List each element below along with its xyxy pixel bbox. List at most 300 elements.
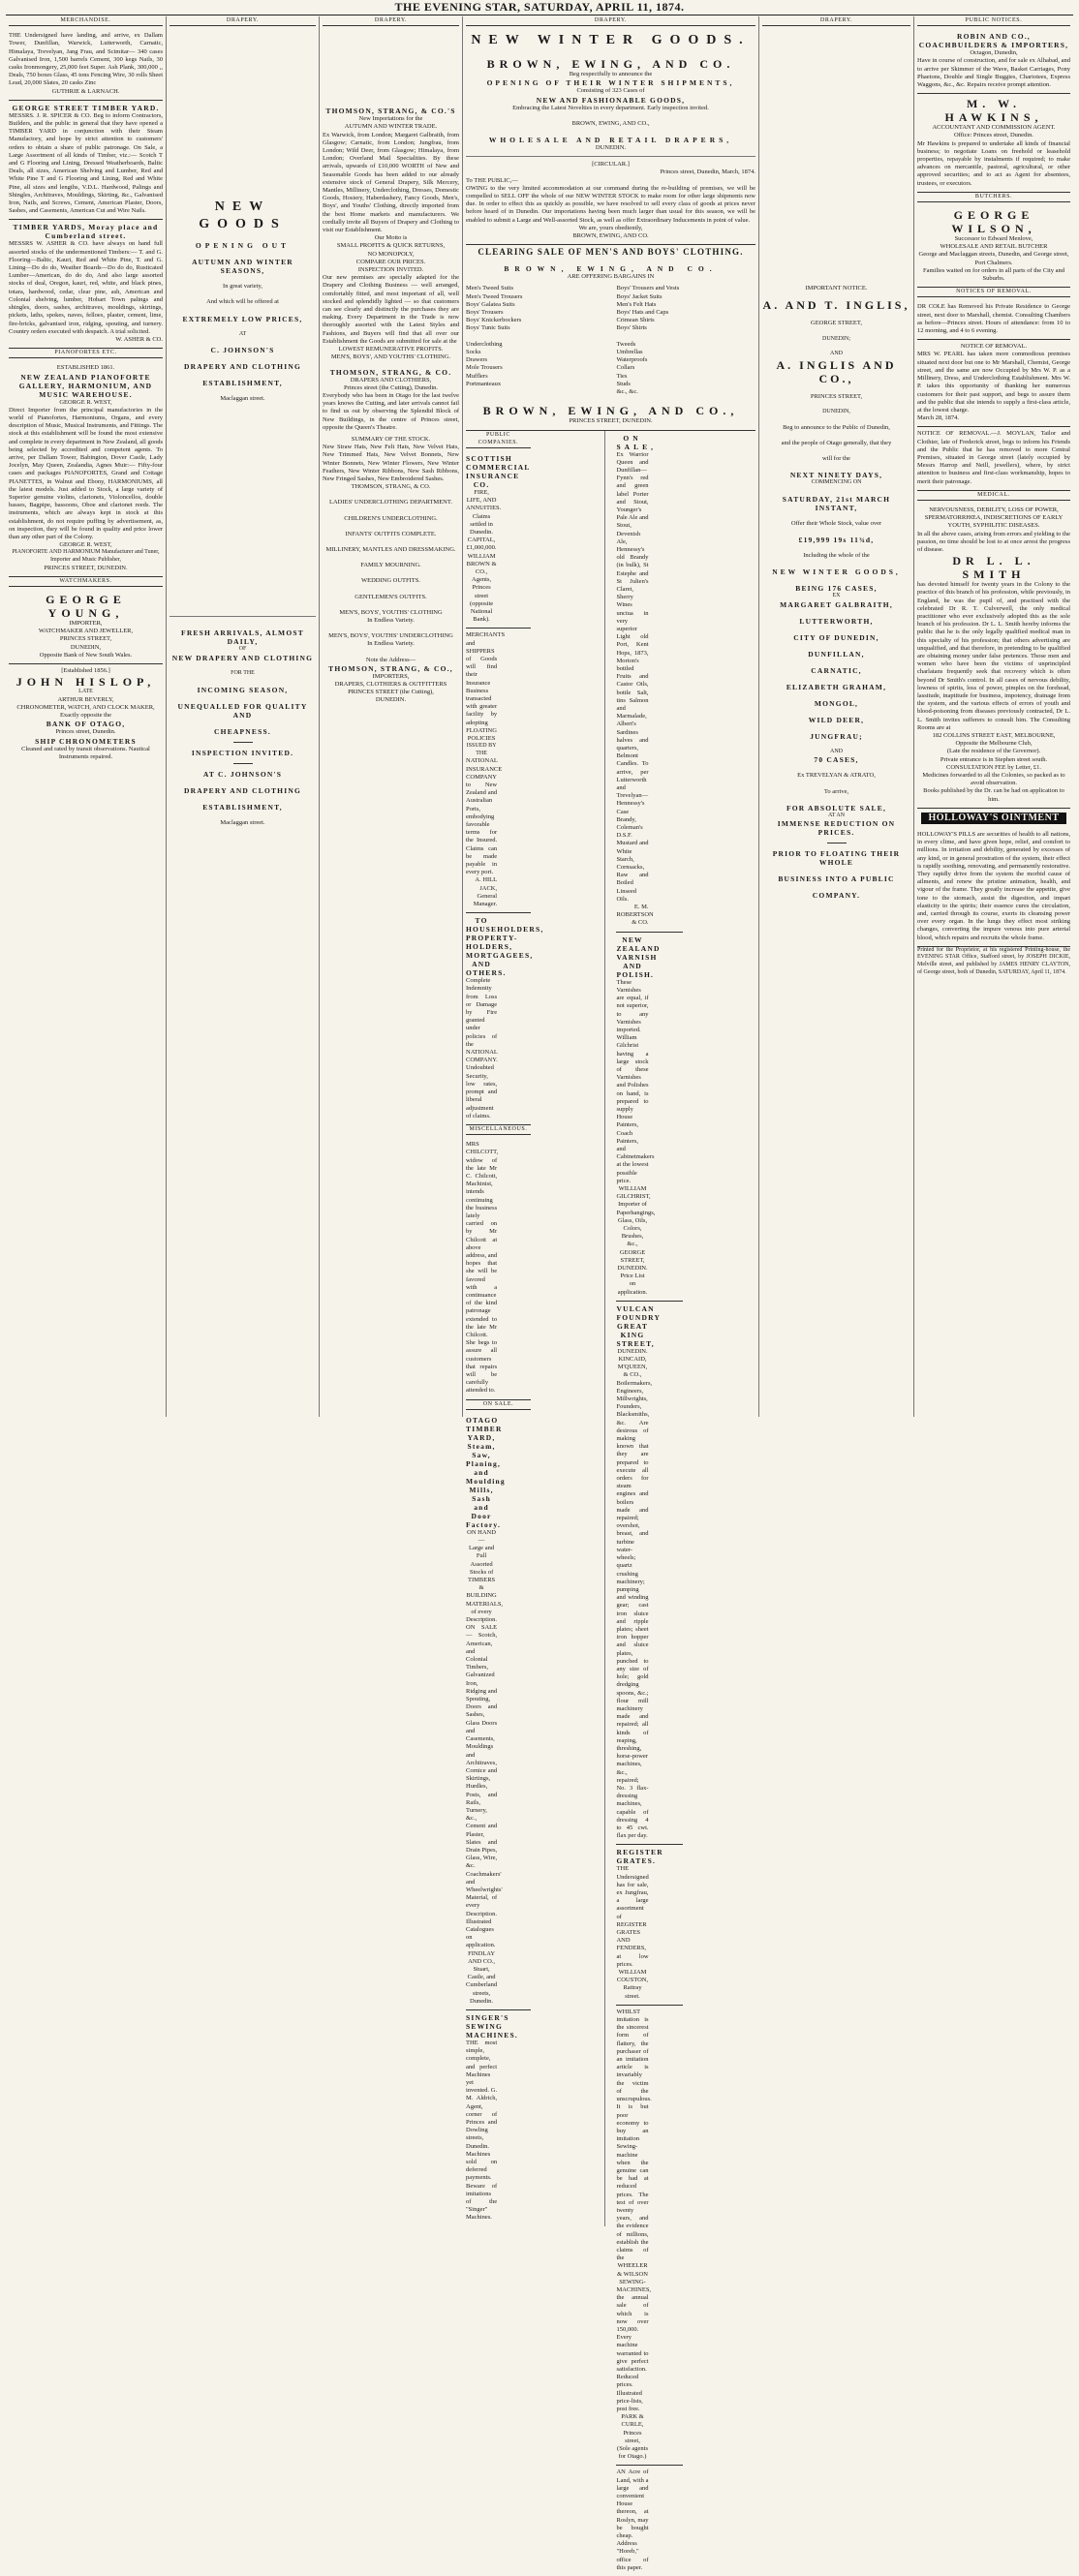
advert-body: THE Undersigned has for sale, ex Jungfrau, a large assortment of REGISTER GRATES AND FENDERS, at low prices. bbox=[616, 1865, 648, 1969]
advert-line: Office: Princes street, Dunedin. bbox=[917, 132, 1070, 139]
advert-body: Boilermakers, Engineers, Millwrights, Founders, Blacksmiths, &c. Are desirous of making known that they are prepared to execute all orders for steam engines and boilers made and repaired; overshot, breast, and turbine water-wheels; quartz crushing machinery; pumping and winding gear; cast iron sluice and ripple plates; sheet iron hopper and sluice plates, punched to any size of hole; gold dredging spoons, &c.; flour mill machinery made and repaired; all kinds of reaping, threshing, horse-power machines, &c., repaired; No. 3 flax-dressing machines, capable of dressing 4 to 45 cwt. flax per day. bbox=[616, 1380, 648, 1841]
advert-line: Ex TREVELYAN & ATRATO, bbox=[762, 772, 910, 780]
advert-george-young bbox=[9, 590, 163, 664]
advert-line: INSPECTION INVITED. bbox=[170, 749, 316, 757]
subcolumn-miscellaneous bbox=[616, 431, 755, 2576]
advert-dr-smith bbox=[917, 504, 1070, 809]
advert-body: AN Acre of Land, with a large and convenient House thereon, at Roslyn, may be bought cheap. Address "Horeb," office of this paper. bbox=[616, 2469, 648, 2572]
advert-line: COMPANY. bbox=[762, 891, 910, 900]
advert-title: M. W. HAWKINS, bbox=[917, 97, 1070, 124]
advert-firm: A. INGLIS AND CO., bbox=[762, 358, 910, 385]
advert-line: EXTREMELY LOW PRICES, bbox=[170, 315, 316, 323]
advert-line: UNEQUALLED FOR QUALITY AND bbox=[170, 702, 316, 720]
advert-line: CAPITAL, £1,000,000. bbox=[466, 537, 497, 552]
advert-line: Undoubted Security, low rates, prompt and liberal adjustment of claims. bbox=[466, 1064, 497, 1119]
advert-mrs-pearl bbox=[917, 340, 1070, 427]
advert-line: WATCHMAKER AND JEWELLER, bbox=[9, 628, 163, 635]
section-header: WATCHMAKERS. bbox=[9, 577, 163, 587]
advert-signature: Rattray street. bbox=[616, 1984, 648, 2000]
section-header: MEDICAL. bbox=[917, 491, 1070, 501]
advert-line: Our Motto is bbox=[323, 234, 459, 242]
advert-body: These Varnishes are equal, if not superior, to any Varnishes imported. William Gilchrist having a large stock of these Varnishes and Polishes on hand, is prepared to supply House Painters, Coach Painters, and Cabinetmakers at the lowest possible price. bbox=[616, 979, 648, 1185]
bargain-item: Men's Tweed Trousers bbox=[466, 293, 533, 301]
advert-line: WHEELER & WILSON SEWING-MACHINES, bbox=[616, 2262, 648, 2294]
advert-signature: (Sole agents for Otago.) bbox=[616, 2445, 648, 2461]
column-public-notices bbox=[914, 16, 1073, 1417]
advert-line: New Importations for the bbox=[323, 115, 459, 123]
advert-firm: BROWN, EWING, AND CO., bbox=[466, 404, 755, 417]
section-title: WEDDING OUTFITS. bbox=[323, 577, 459, 585]
section-header: PUBLIC COMPANIES. bbox=[466, 431, 531, 448]
advert-signature: WILLIAM GILCHRIST, bbox=[616, 1185, 648, 1201]
bargain-item: Mole Trousers bbox=[466, 364, 533, 372]
advert-line: INSPECTION INVITED. bbox=[323, 266, 459, 274]
advert-line: AT C. JOHNSON'S bbox=[170, 770, 316, 779]
advert-body: Have in course of construction, and for sale ex Alhabad, and to arrive per Skimmer of the Wave, Basket Carriages, Pony Phaetons, Double and Single Buggies, Chariotees, Express Waggons, &c., &c. Repairs receive prompt attention. bbox=[917, 57, 1070, 89]
advert-line: MEN'S, BOYS', AND YOUTHS' CLOTHING. bbox=[323, 353, 459, 361]
advert-line: INCOMING SEASON, bbox=[170, 686, 316, 694]
circular-date: Princes street, Dunedin, March, 1874. bbox=[466, 169, 755, 176]
advert-title: GEORGE STREET TIMBER YARD. bbox=[9, 104, 163, 112]
ship-name: DUNFILLAN, bbox=[762, 650, 910, 659]
advert-title: THOMSON, STRANG, & CO.'S bbox=[323, 107, 459, 115]
bargain-item: Boys' Jacket Suits bbox=[616, 293, 683, 301]
advert-line: ESTABLISHMENT, bbox=[170, 803, 316, 812]
advert-scottish-insurance bbox=[466, 451, 531, 629]
advert-line: WHOLESALE AND RETAIL BUTCHER bbox=[917, 243, 1070, 251]
advert-line: George and Maclaggan streets, Dunedin, and George street, Port Chalmers. bbox=[917, 251, 1070, 266]
advert-line: PRINCES STREET (the Cutting), bbox=[323, 689, 459, 696]
advert-vulcan-foundry bbox=[616, 1302, 683, 1846]
advert-line: Families waited on for orders in all parts of the City and Suburbs. bbox=[917, 267, 1070, 283]
advert-line: OPENING OUT bbox=[170, 241, 316, 250]
advert-body: MESSRS. J. R. SPICER & CO. Beg to inform Contractors, Builders, and the public in general that they have opened a TIMBER YARD in conjunction with their Steam Manufactory, and hope by strict attention to customers' orders to obtain a share of public patronage. On Sale, a Large Assortment of all kinds of Timber, viz.:— Scotch T and G Flooring and Lining, Dressed Weatherboards, Baltic Deals, all sizes, American Shelving and Lumber, Red and White Pine T and G Flooring and Lining, Red and White Pine, all sizes and lengths, V.D.L. Hardwood, Palings and Shingles, Architraves, Mouldings, Skirting, &c., Galvanised Iron, Nails, and Screws, Cement, American Plaster, Doors, Sashes, and Casements, American Cut and Wire Nails. bbox=[9, 112, 163, 216]
section-title: MILLINERY, MANTLES AND DRESSMAKING. bbox=[323, 546, 459, 554]
advert-george-wilson bbox=[917, 205, 1070, 288]
column-drapery-thomson bbox=[320, 16, 463, 1417]
bargain-item: Ties bbox=[616, 373, 683, 381]
ship-name: MONGOL, bbox=[762, 699, 910, 708]
advert-line: PRIOR TO FLOATING THEIR WHOLE bbox=[762, 849, 910, 867]
advert-acre-of-land bbox=[616, 2466, 683, 2576]
advert-line: DUNEDIN. bbox=[323, 696, 459, 704]
advert-body: the annual sale of which is now over 150,000. Every machine warranted to give perfect satisfaction. Reduced prices. Illustrated price-lists, post free. bbox=[616, 2294, 648, 2413]
advert-title: VULCAN FOUNDRY GREAT KING STREET, bbox=[616, 1304, 648, 1348]
advert-body: MRS W. PEARL has taken more commodious premises situated next door but one to Mr Marshall, Chemist, George street, and the same are now Occupied by Mrs W. P. as a Millinery, Dress, and Underclothing Establishment. Mrs W. P. takes this opportunity of thanking her numerous customers for their past support, and begs to assure them and the public that she intends to supply a first-class article, at the lowest charge. bbox=[917, 351, 1070, 414]
advert-line: Maclaggan street. bbox=[170, 395, 316, 403]
advert-signature: A. HILL JACK, bbox=[466, 876, 497, 892]
advert-national-insurance bbox=[466, 629, 531, 913]
advert-line: AND bbox=[762, 749, 910, 756]
advert-line: SATURDAY, 21st MARCH INSTANT, bbox=[762, 495, 910, 512]
advert-body: New Straw Hats, New Felt Hats, New Velvet Hats, New Trimmed Hats, New Velvet Bonnets, New Winter Bonnets, New Winter Flowers, New Winter Feathers, New Winter Ribbons, New Sash Ribbons, New Fringed Sashes, New Embroidered Sashes. bbox=[323, 444, 459, 483]
advert-name: GEORGE R. WEST, bbox=[9, 399, 163, 407]
bargain-item: Tweeds bbox=[616, 341, 683, 349]
bargain-item: Boys' Trousers and Vests bbox=[616, 285, 683, 292]
advert-line: DUNEDIN, bbox=[9, 644, 163, 652]
advert-line: To arrive, bbox=[762, 788, 910, 796]
bargain-item: Men's Felt Hats bbox=[616, 301, 683, 309]
advert-title: OTAGO TIMBER YARD, Steam, Saw, Planing, and Moulding Mills, Sash and Door Factory. bbox=[466, 1416, 497, 1529]
advert-signature: FINDLAY AND CO., bbox=[466, 1950, 497, 1966]
ship-name: MARGARET GALBRAITH, bbox=[762, 600, 910, 609]
advert-established: [Established 1856.] bbox=[9, 667, 163, 675]
advert-line: NATIONAL INSURANCE COMPANY bbox=[466, 757, 497, 782]
advert-holloway bbox=[917, 828, 1070, 947]
advert-firm: BROWN, EWING, AND CO. bbox=[466, 57, 755, 71]
advert-line: NATIONAL COMPANY. bbox=[466, 1049, 497, 1064]
ship-name: JUNGFRAU; bbox=[762, 732, 910, 741]
advert-signature: GEORGE R. WEST, bbox=[9, 541, 163, 549]
advert-line: Private entrance is in Stephen street south. bbox=[917, 756, 1070, 764]
advert-line: ESTABLISHMENT, bbox=[170, 379, 316, 387]
advert-line: DRAPERY AND CLOTHING bbox=[170, 362, 316, 371]
advert-line: DUNEDIN; bbox=[762, 336, 910, 344]
advert-line: and the people of Otago generally, that they bbox=[762, 440, 910, 447]
advert-line: IMPORTER, bbox=[9, 620, 163, 628]
advert-line: Beg respectfully to announce the bbox=[466, 71, 755, 78]
advert-line: LATE bbox=[9, 689, 163, 696]
advert-line: Consisting of 323 Cases of bbox=[466, 87, 755, 95]
bargain-item: Boys' Galatea Suits bbox=[466, 301, 533, 309]
advert-established: ESTABLISHED 1861. bbox=[9, 364, 163, 372]
advert-body: MESSRS W. ASHER & CO. have always on hand full assorted stocks of the undermentioned Timbers:— T. and G. Flooring—Baltic, Kauri, Red and White Pine, T. and G. Lining—Do do do, Weather Boards—Do do do, Rusticated Lumber—American, do do do, And also large assorted stocks of deal, Oregon, kauri, red, white, and black pines, totara, hardwood, cedar, clear pine, ash, American and Colonial shelving, lumber, Hobart Town palings and shingles, doors, sashes, architraves, mouldings, skirtings, pickets, laths, spokes, naves, felloes, plaster, cement, lime, fire-bricks, galvanised iron, ridging, spouting, and turnery. Country orders executed with despatch. A trial solicited. bbox=[9, 240, 163, 335]
masthead: THE EVENING STAR, SATURDAY, APRIL 11, 1874. bbox=[0, 0, 1079, 14]
advert-title: GEORGE YOUNG, bbox=[9, 593, 163, 620]
section-header: PIANOFORTES ETC. bbox=[9, 349, 163, 358]
advert-line: FRESH ARRIVALS, ALMOST DAILY, bbox=[170, 629, 316, 646]
advert-line: ACCOUNTANT AND COMMISSION AGENT. bbox=[917, 124, 1070, 132]
bargain-item: Boys' Shirts bbox=[616, 324, 683, 332]
advert-line: Including the whole of the bbox=[762, 552, 910, 560]
advert-line: LOWEST REMUNERATIVE PROFITS. bbox=[323, 346, 459, 353]
bargain-item: Boys' Hats and Caps bbox=[616, 309, 683, 317]
bargain-item: Mufflers bbox=[466, 373, 533, 381]
advert-line: AT AN bbox=[762, 813, 910, 820]
advert-line: DUNEDIN. bbox=[466, 144, 755, 152]
advert-line: BEING 176 CASES, bbox=[762, 584, 910, 593]
advert-body: Complete Indemnity from Loss or Damage by Fire granted under policies of the bbox=[466, 977, 497, 1049]
advert-line: OF bbox=[170, 646, 316, 654]
ship-name: CITY OF DUNEDIN, bbox=[762, 633, 910, 642]
advert-line: Claims settled in Dunedin. bbox=[466, 513, 497, 537]
advert-line: Books published by the Dr. can be had on application to him. bbox=[917, 787, 1070, 803]
advert-line: AUTUMN AND WINTER SEASONS, bbox=[170, 258, 316, 275]
advert-line: FOR THE bbox=[170, 670, 316, 678]
advert-body: Mr Hawkins is prepared to undertake all kinds of financial business; to negotiate Loans on freehold or leasehold properties, repayable by instalments if required; to make advances on mercantile, pastoral, agricultural, or other approved securities; and to act as Agent for absentees, trustees, or executors. bbox=[917, 140, 1070, 188]
advert-signature: Price List on application. bbox=[616, 1273, 648, 1297]
advert-line: In great variety, bbox=[170, 283, 316, 291]
advert-signature: THOMSON, STRANG, & CO. bbox=[323, 483, 459, 491]
advert-title: THOMSON, STRANG, & CO., bbox=[323, 664, 459, 673]
column-header: MERCHANDISE. bbox=[9, 16, 163, 26]
advert-line: DRAPERS, CLOTHIERS & OUTFITTERS bbox=[323, 681, 459, 689]
advert-title: NEW GOODS bbox=[170, 199, 316, 233]
advert-line: BUSINESS INTO A PUBLIC bbox=[762, 874, 910, 883]
advert-line: KINCAID, M'QUEEN, & CO., bbox=[616, 1356, 648, 1380]
advert-line: SMALL PROFITS & QUICK RETURNS, bbox=[323, 242, 459, 250]
advert-line: will for the bbox=[762, 455, 910, 463]
advert-body: Ex Warwick, from London; Margaret Galbraith, from Glasgow; Carnatic, from London; Jungfrau, from London; Wild Deer, from Glasgow; Himalaya, from London; Overland Mail Specialities. By these arrivals, upwards of £10,000 WORTH of New and Seasonable Goods has been added to our already extensive stock of General Drapery, Silk Mercery, Mantles, Millinery, Underclothing, Dresses, Domestic Goods, Hosiery, Haberdashery, Fancy Goods, Men's, Boys', and Youths' Clothing, directly imported from the best Home markets and manufacturers. We cordially invite all Buyers of Drapery and Clothing to visit our Establishment. bbox=[323, 132, 459, 235]
advert-line: GEORGE STREET, bbox=[762, 320, 910, 327]
advert-line: C. JOHNSON'S bbox=[170, 346, 316, 354]
advert-title: ON SALE, bbox=[616, 434, 648, 451]
advert-title: ROBIN AND CO., COACHBUILDERS & IMPORTERS, bbox=[917, 32, 1070, 49]
ship-name: WILD DEER, bbox=[762, 716, 910, 724]
advert-title: NERVOUSNESS, DEBILITY, LOSS OF POWER, SPERMATORRHŒA, INDISCRETIONS OF EARLY YOUTH, SYPHILITIC DISEASES. bbox=[917, 506, 1070, 531]
advert-title: REGISTER GRATES. bbox=[616, 1848, 648, 1865]
ship-name: CARNATIC, bbox=[762, 666, 910, 675]
bargain-item: Underclothing bbox=[466, 341, 533, 349]
advert-line: WHOLESALE AND RETAIL DRAPERS, bbox=[466, 136, 755, 144]
advert-line: DRAPERS AND CLOTHIERS, bbox=[323, 377, 459, 384]
section-sub: In Endless Variety. bbox=[323, 617, 459, 625]
advert-signature: GUTHRIE & LARNACH. bbox=[9, 88, 163, 96]
advert-line: NEXT NINETY DAYS, bbox=[762, 471, 910, 479]
advert-dr-cole bbox=[917, 300, 1070, 340]
advert-title: GEORGE WILSON, bbox=[917, 208, 1070, 235]
advert-line: SHIP CHRONOMETERS bbox=[9, 737, 163, 746]
advert-line: £19,999 19s 11¾d, bbox=[762, 536, 910, 544]
bargain-item: Studs bbox=[616, 381, 683, 388]
advert-line: FLOATING POLICIES bbox=[466, 727, 497, 743]
advert-line: WILLIAM BROWN & CO., Agents, bbox=[466, 553, 497, 585]
advert-title: NEW WINTER GOODS. bbox=[466, 32, 755, 49]
section-sub: In Endless Variety. bbox=[323, 640, 459, 648]
advert-line: NEW AND FASHIONABLE GOODS, bbox=[466, 96, 755, 105]
circular-label: [CIRCULAR.] bbox=[466, 161, 755, 169]
column-merchandise bbox=[6, 16, 167, 1417]
advert-line: Princes street (the Cutting), Dunedin. bbox=[323, 384, 459, 392]
advert-line: CHEAPNESS. bbox=[170, 727, 316, 736]
advert-title: THOMSON, STRANG, & CO. bbox=[323, 368, 459, 377]
advert-line: DUNEDIN, bbox=[762, 409, 910, 416]
advert-line: DUNEDIN. bbox=[616, 1348, 648, 1356]
advert-line: 70 CASES, bbox=[762, 755, 910, 764]
advert-line: Offer their Whole Stock, value over bbox=[762, 520, 910, 528]
advert-title: TIMBER YARDS, Moray place and Cumberland street. bbox=[9, 223, 163, 240]
advert-householders bbox=[466, 913, 531, 1125]
section-title: GENTLEMEN'S OUTFITS. bbox=[323, 594, 459, 601]
advert-line: BANK OF OTAGO, bbox=[9, 720, 163, 728]
advert-body: THE Undersigned have landing, and arrive, ex Dallam Tower, Dunfillan, Warwick, Lutterworth, Carnatic, Himalaya, Trevelyan, Jang Frau, and Scimitar— 340 cases Galvanised Iron, 1,500 barrels Cement, 300 kegs Nails, 30 casks Ironmongery, 25,000 feet Super. Ash Plank, 300,000 ,, Deals, 750 boxes Glass, 45 tons Fencing Wire, 30 rolls Sheet Lead, 20,000 Slates, 20 casks Zinc bbox=[9, 32, 163, 87]
advert-title: DR L. L. SMITH bbox=[917, 554, 1070, 581]
advert-line: Large and Full Assorted Stocks of TIMBERS & BUILDING MATERIALS, of every Description. bbox=[466, 1545, 497, 1624]
ship-name: LUTTERWORTH, bbox=[762, 617, 910, 626]
advert-line: AUTUMN AND WINTER TRADE. bbox=[323, 123, 459, 131]
column-drapery-inglis bbox=[759, 16, 914, 1417]
advert-line: And which will be offered at bbox=[170, 298, 316, 306]
advert-body: WHILST imitation is the sincerest form of flattery, the purchaser of an imitation article is invariably the victim of the unscrupulous. It is but poor economy to buy an imitation Sewing-machine when the genuine can be had at reduced prices. The test of over twenty years, and the evidence of millions, establish the claims of the bbox=[616, 2009, 648, 2263]
column-drapery-brown-ewing bbox=[463, 16, 759, 1417]
column-header: DRAPERY. bbox=[466, 16, 755, 26]
bargain-list-right bbox=[616, 285, 755, 396]
advert-line: Beg to announce to the Public of Dunedin, bbox=[762, 424, 910, 432]
section-title: MEN'S, BOYS', YOUTHS' UNDERCLOTHING bbox=[323, 632, 459, 640]
advert-line: Cleaned and rated by transit observations. Nautical Instruments repaired. bbox=[9, 746, 163, 761]
circular-body: OWING to the very limited accommodation at our command during the re-building of premises, we will be compelled to SELL OFF the whole of our NEW WINTER STOCK to make room for other large shipments now due. In order to effect this as quickly as possible, we have resolved to sell every class of goods at prices never before heard of in Dunedin. Our importations having been much larger than usual for this season, we will be enabled to submit a Large and Well-assorted Stock, as well as offer Extraordinary Inducements in point of value. bbox=[466, 185, 755, 225]
section-title: FAMILY MOURNING. bbox=[323, 562, 459, 569]
advert-on-sale-robertson bbox=[616, 431, 683, 933]
advert-title: SINGER'S SEWING MACHINES. bbox=[466, 2013, 497, 2039]
column-header: PUBLIC NOTICES. bbox=[917, 16, 1070, 26]
holloway-banner: HOLLOWAY'S OINTMENT bbox=[921, 813, 1066, 824]
bargain-item: Socks bbox=[466, 349, 533, 356]
advert-pianoforte bbox=[9, 361, 163, 576]
circular-salutation: To THE PUBLIC,— bbox=[466, 177, 755, 185]
advert-body: Direct Importer from the principal manufactories in the world of Pianofortes, Harmoniums, Organs, and every description of Music, Musical Instruments, and Fittings. The stock at this establishment will be found the most extensive and complete in every department in New Zealand, all goods being selected by accredited and competent agents. To arrive, per Dallam Tower, Babington, Dover Castle, Lady Jocelyn, May Queen, Zealandia, Agnes Muir:— Fifty-four cases and packages PIANOFORTES, Grand and Cottage PIANETTES, in Walnut and Ebony, HARMONIUMS, all the latest models. Just added to Stock, a large variety of Superior genuine violins, clarionets, Violoncellos, double basses, Bagpipe, bassoons, Oboe and clarionet reeds. The instruments, which are always kept in stock at this establishment, do not require puffing by advertisement, as, on inspection, they will be found in quality and price lower than any other part of the Colony. bbox=[9, 407, 163, 541]
advert-line: ON HAND— bbox=[466, 1529, 497, 1545]
advert-line: Opposite the Melbourne Club, bbox=[917, 740, 1070, 748]
section-title: CHILDREN'S UNDERCLOTHING. bbox=[323, 515, 459, 523]
advert-title: SCOTTISH COMMERCIAL INSURANCE CO. bbox=[466, 454, 497, 489]
advert-clearing-sale bbox=[466, 245, 755, 430]
advert-line: ISSUED BY THE bbox=[466, 743, 497, 757]
section-header: MISCELLANEOUS. bbox=[466, 1125, 531, 1135]
advert-varnish bbox=[616, 933, 683, 1302]
advert-body: HOLLOWAY'S PILLS are securities of health to all nations, in every clime, and have given hope, relief, and comfort to millions. In irritation and debility, generated by excesses of any kind, or in general prostration of the system, their effect is rapidly soothing, renovating, and permanently restorative. They rapidly drive from the system the morbid cause of ailments, and renew the pristine animation, health, and vigour of the frame. They greatly increase the appetite, give tone to the stomach, assist the digestion, and impart elasticity to the spirits; their essence cures the circulation, and, carried through its course, exerts its cleansing power over every organ. In the lungs they effect most striking changes, converting the impure venous into pure arterial blood, which repairs and recruits the whole frame. bbox=[917, 831, 1070, 942]
advert-line: PRINCES STREET, bbox=[762, 393, 910, 401]
advert-signature: WILLIAM COUSTON, bbox=[616, 1969, 648, 1984]
advert-title: CLEARING SALE OF MEN'S AND BOYS' CLOTHING. bbox=[466, 248, 755, 257]
advert-line: Opposite Bank of New South Wales. bbox=[9, 652, 163, 659]
advert-line: AND bbox=[762, 351, 910, 358]
bargain-item bbox=[616, 333, 683, 341]
advert-firm: A. AND T. INGLIS, bbox=[762, 298, 910, 312]
advert-line: PRINCES STREET, bbox=[9, 635, 163, 643]
section-header: NOTICES OF REMOVAL. bbox=[917, 288, 1070, 297]
section-title: MEN'S, BOYS', YOUTHS' CLOTHING bbox=[323, 609, 459, 617]
ship-name: ELIZABETH GRAHAM, bbox=[762, 683, 910, 691]
advert-timber-yards bbox=[9, 220, 163, 349]
advert-line: ARTHUR BEVERLY, bbox=[9, 696, 163, 704]
bargain-item: Waterproofs bbox=[616, 356, 683, 364]
advert-line: 182 COLLINS STREET EAST, MELBOURNE, bbox=[917, 732, 1070, 740]
advert-robin-co bbox=[917, 29, 1070, 94]
bargain-item: Boys' Trousers bbox=[466, 309, 533, 317]
bargain-item: Portmanteaux bbox=[466, 381, 533, 388]
advert-line: Medicines forwarded to all the Colonies, so packed as to avoid observation. bbox=[917, 772, 1070, 787]
printer-imprint: Printed for the Proprietor, at his registered Printing-house, the EVENING STAR Office, Stafford street, by JOSEPH DICKIE, Melville street, and published by JAMES HENRY CLAYTON, of George street, both of Dunedin, SATURDAY, April 11, 1874. bbox=[917, 947, 1070, 976]
bargain-list-left bbox=[466, 285, 605, 396]
advert-george-street-timber bbox=[9, 101, 163, 221]
advert-title: NOTICE OF REMOVAL. bbox=[917, 343, 1070, 351]
section-title: INFANTS' OUTFITS COMPLETE. bbox=[323, 531, 459, 538]
circular-close: We are, yours obediently, bbox=[466, 225, 755, 232]
advert-body: In all the above cases, arising from errors and yielding to the passion, no time should be lost to at once arrest the progress of disease. bbox=[917, 531, 1070, 555]
advert-line: NO MONOPOLY, bbox=[323, 251, 459, 259]
advert-body: THE most simple, complete, and perfect Machines yet invented. G. M. Aldrich, Agent, corner of Princes and Dowling streets, Dunedin. Machines sold on deferred payments. Beware of imitations of the "Singer" Machines. bbox=[466, 2039, 497, 2223]
bargain-item: Drawers bbox=[466, 356, 533, 364]
advert-body: MERCHANTS and SHIPPERS of Goods will find their Insurance Business transacted with greater facility by adopting bbox=[466, 631, 497, 726]
columns bbox=[6, 16, 1073, 1417]
advert-line: COMMENCING ON bbox=[762, 479, 910, 487]
section-title: SUMMARY OF THE STOCK. bbox=[323, 436, 459, 444]
advert-wheeler-wilson bbox=[616, 2006, 683, 2467]
subcolumn-public-companies bbox=[466, 431, 605, 2226]
advert-line: Successor to Edward Menlove, bbox=[917, 235, 1070, 243]
column-drapery-johnson bbox=[167, 16, 320, 1417]
column-header: DRAPERY. bbox=[762, 16, 910, 26]
advert-line: IMPORTERS, bbox=[323, 673, 459, 681]
advert-line: IMMENSE REDUCTION ON PRICES. bbox=[762, 819, 910, 837]
advert-guthrie-larnach bbox=[9, 29, 163, 101]
advert-new-winter-goods bbox=[466, 29, 755, 245]
bargain-item: Men's Tweed Suits bbox=[466, 285, 533, 292]
advert-title: TO HOUSEHOLDERS, PROPERTY-HOLDERS, MORTGAGEES, AND OTHERS. bbox=[466, 916, 497, 977]
advert-title: JOHN HISLOP, bbox=[9, 675, 163, 689]
advert-line: Princes street, Dunedin. bbox=[9, 728, 163, 736]
advert-line: Princes street (opposite National Bank). bbox=[466, 584, 497, 624]
advert-body: ON SALE— Scotch, American, and Colonial Timbers, Galvanized Iron, Ridging and Spouting, Doors and Sashes, Glass Doors and Casements, Mouldings and Architraves, Cornice and Skirtings, Hurdles, Posts, and Rails, Turnery, &c., Cement and Plaster, Slates and Drain Pipes, Glass, Wire, &c. Coachmakers' and Wheelwrights' Material, of every Description. Illustrated Catalogues on application. bbox=[466, 1624, 497, 1949]
advert-body: to New Zealand and Australian Ports, embodying favorable terms for the Insured. Claims can be made payable in every port. bbox=[466, 782, 497, 876]
advert-body: Everybody who has been in Otago for the last twelve years knows the Cutting, and later arrivals cannot fail to find us out by observing the Splendid Block of New Buildings, in the centre of Princes street, opposite the Queen's Theatre. bbox=[323, 392, 459, 432]
advert-firm: BROWN, EWING, AND CO. bbox=[466, 264, 755, 273]
column-header: DRAPERY. bbox=[170, 16, 316, 26]
advert-body: NOTICE OF REMOVAL.—J. MOYLAN, Tailor and Clothier, late of Frederick street, begs to inform his Friends and the Public that he has removed to more Central Premises, situated in George street (lately occupied by Messrs Harrop and Neill, jewellers), where, by strict attention to business and first-class workmanship, hopes to merit their patronage. bbox=[917, 430, 1070, 485]
advert-signature: PIANOFORTE AND HARMONIUM Manufacturer and Tuner, Importer and Music Publisher, bbox=[9, 549, 163, 564]
bargain-item: &c., &c. bbox=[616, 388, 683, 396]
advert-line: DRAPERY AND CLOTHING bbox=[170, 786, 316, 795]
advert-line: NEW DRAPERY AND CLOTHING bbox=[170, 654, 316, 662]
bargain-item: Collars bbox=[616, 364, 683, 372]
section-header: BUTCHERS. bbox=[917, 193, 1070, 202]
advert-title: NEW ZEALAND VARNISH AND POLISH. bbox=[616, 935, 648, 979]
column-header: DRAPERY. bbox=[323, 16, 459, 26]
bargain-item: Crimean Shirts bbox=[616, 317, 683, 324]
advert-hawkins bbox=[917, 94, 1070, 193]
bargain-item: Boys' Knickerbockers bbox=[466, 317, 533, 324]
advert-register-grates bbox=[616, 1845, 683, 2005]
advert-signature: E. M. ROBERTSON & CO. bbox=[616, 904, 648, 928]
advert-line: CHRONOMETER, WATCH, AND CLOCK MAKER, bbox=[9, 704, 163, 712]
advert-line: FOR ABSOLUTE SALE, bbox=[762, 804, 910, 813]
advert-body: DR COLE has Removed his Private Residence to George street, next door to Marshall, chemist. Consulting Chambers as before—Princes street. Hours of attendance: from 10 to 12 morning, and 4 to 6 evening. bbox=[917, 303, 1070, 335]
bargain-item: Boys' Tunic Suits bbox=[466, 324, 533, 332]
advert-chilcott bbox=[466, 1138, 531, 1400]
advert-signature: GEORGE STREET, DUNEDIN. bbox=[616, 1249, 648, 1273]
advert-line: PRINCES STREET, DUNEDIN. bbox=[466, 417, 755, 425]
advert-line: CONSULTATION FEE by Letter, £1. bbox=[917, 764, 1070, 772]
advert-line: EX bbox=[762, 593, 910, 600]
section-title: LADIES' UNDERCLOTHING DEPARTMENT. bbox=[323, 499, 459, 506]
advert-otago-timber bbox=[466, 1413, 531, 2010]
advert-signature: PARK & CURLE, Princes street, bbox=[616, 2413, 648, 2445]
notice-heading: IMPORTANT NOTICE. bbox=[762, 285, 910, 292]
advert-signature: PRINCES STREET, DUNEDIN. bbox=[9, 565, 163, 572]
advert-line: BROWN, EWING, AND CO., bbox=[466, 120, 755, 128]
advert-signature: Importer of Paperhangings, Glass, Oils, Colors, Brushes, &c., bbox=[616, 1201, 648, 1248]
section-header: ON SALE. bbox=[466, 1400, 531, 1410]
advert-line: COMPARE OUR PRICES. bbox=[323, 259, 459, 266]
advert-line: AT bbox=[170, 331, 316, 339]
advert-title: NEW ZEALAND PIANOFORTE GALLERY, HARMONIUM, AND MUSIC WAREHOUSE. bbox=[9, 373, 163, 399]
advert-signature: W. ASHER & CO. bbox=[9, 336, 163, 344]
advert-line: (Late the residence of the Governor). bbox=[917, 748, 1070, 755]
advert-line: Maclaggan street. bbox=[170, 819, 316, 827]
advert-line: Embracing the Latest Novelties in every department. Early inspection invited. bbox=[466, 105, 755, 112]
advert-body: Our new premises are specially adapted for the Drapery and Clothing Business — well arranged, comfortably fitted, and most important of all, well stocked and splendidly lighted — so that customers can see clearly and distinctly the purchases they are making. Every Department in the Trade is now thoroughly assorted with the Latest Styles and Fashions, and Buyers will find that all over our Establishment the Goods are submitted for sale at the bbox=[323, 274, 459, 346]
advert-body: has devoted himself for twenty years in the Colony to the practice of this branch of his profession, while previously, in England, he was the pupil of, and practised with the celebrated Dr R. T. Culverwell, the only medical practitioner who ever exclusively adopted this as the sole branch of his profession. Dr L. L. Smith hereby informs the public that he is the only legally qualified medical man in this specialty of his profession; that others advertising are unqualified, and that therefore, in pretending to be qualified are obtaining money under false pretences. Those men and women who have been the victims of unprincipled charlatans frequently seek that recovery which is often beyond Dr Smith's control. In all cases of nervous debility, lowness of spirits, loss of power, pimples on the forehead, lassitude, inaptitude for business, impotency, drainage from the system, and the various effects of errors of youth and blood-poisoning from diseases previously contracted, Dr L. L. Smith invites sufferers to consult him. The Consulting Rooms are at bbox=[917, 581, 1070, 732]
advert-signature: General Manager. bbox=[466, 893, 497, 908]
advert-signature: Stuart, Castle, and Cumberland streets, Dunedin. bbox=[466, 1966, 497, 2006]
advert-john-hislop bbox=[9, 664, 163, 765]
advert-moylan bbox=[917, 427, 1070, 490]
advert-line: NEW WINTER GOODS, bbox=[762, 567, 910, 576]
advert-singer bbox=[466, 2010, 531, 2226]
bargain-item bbox=[466, 333, 533, 341]
advert-line: FIRE, LIFE, AND ANNUITIES. bbox=[466, 489, 497, 513]
